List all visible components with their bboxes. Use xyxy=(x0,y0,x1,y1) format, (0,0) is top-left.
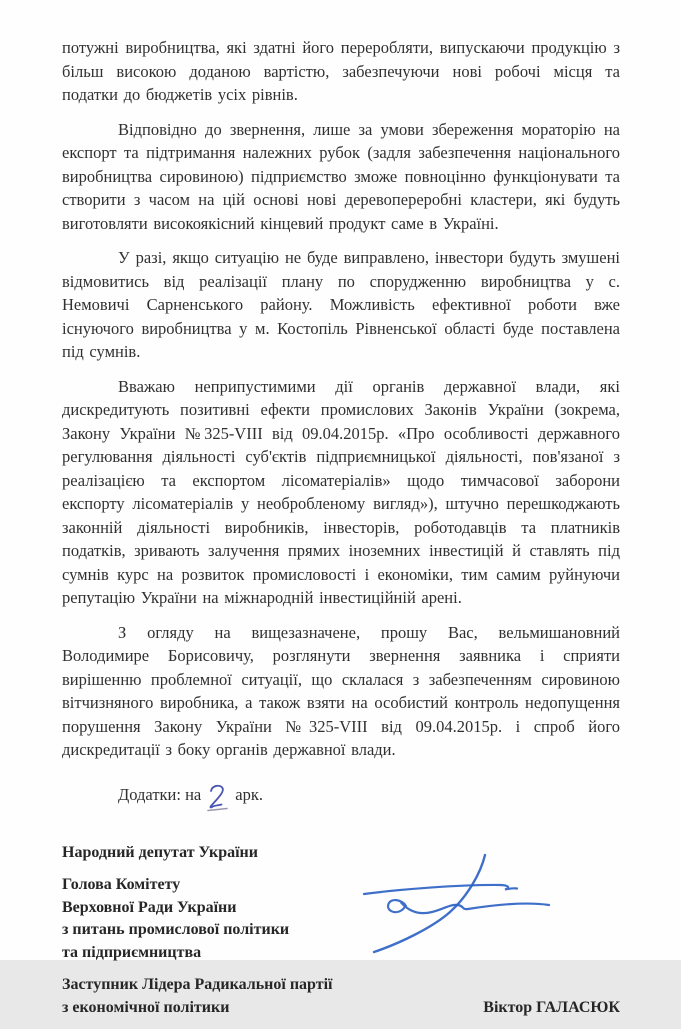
body-paragraph-4: Вважаю неприпустимими дії органів державної влади, які дискредитують позитивні ефекти промислових Законів України (зокрема, Закону України №325-VIII від 09.04.2015р. «Про особливості державного регулювання діяльності суб'єктів підприємницької діяльності, пов'язаної з реалізацією та експортом лісоматеріалів» щодо тимчасової заборони експорту лісоматеріалів у необробленому вигляд»), штучно перешкоджають законній діяльності виробників, інвесторів, роботодавців та платників податків, зривають залучення прямих іноземних інвестицій й ставлять під сумнів курс на розвиток промисловості і економіки, тим самим руйнуючи репутацію України на міжнародній інвестиційній арені. xyxy=(62,376,620,607)
attachments-line xyxy=(118,778,620,812)
letter-body xyxy=(62,36,620,1029)
attachments-prefix: Додатки: на xyxy=(118,784,202,804)
body-paragraph-1: потужні виробництва, які здатні його переробляти, випускаючи продукцію з більш високою доданою вартістю, забезпечуючи нові робочі місця та податки до бюджетів усіх рівнів. xyxy=(62,38,620,104)
signer-role-line: Голова Комітету xyxy=(62,876,181,893)
signer-role-group-3 xyxy=(62,974,620,1019)
signer-role-line: Народний депутат України xyxy=(62,843,258,861)
signer-role-line: з економічної політики xyxy=(62,998,230,1016)
body-paragraph-2: Відповідно до звернення, лише за умови збереження мораторію на експорт та підтримання належних рубок (задля забезпечення національного виробництва сировиною) підприємство зможе повноцінно функціонувати та створити з часом на цій основі нові деревопереробні кластери, які будуть виготовляти високоякісний кінцевий продукт саме в Україні. xyxy=(62,119,620,233)
handwritten-page-count xyxy=(204,782,232,814)
body-paragraph-3: У разі, якщо ситуацію не буде виправлено, інвестори будуть змушені відмовитись від реалізації плану по спорудженню виробництва у с. Немовичі Сарненського району. Можливість ефективної роботи вже існуючого виробництва у м. Костопіль Рівненської області буде поставлена під сумнів. xyxy=(62,248,620,361)
signer-name: Віктор ГАЛАСЮК xyxy=(483,998,620,1016)
signer-role-line: та підприємництва xyxy=(62,943,202,961)
signer-role-line: Верховної Ради України xyxy=(62,898,237,916)
body-paragraph-5: З огляду на вищезазначене, прошу Вас, вельмишановний Володимире Борисовичу, розглянути звернення заявника і сприяти вирішенню проблемної ситуації, що склалася з забезпеченням сировиною вітчизняного виробника, а також взяти на особистий контроль недопущення порушення Закону України №325-VIII від 09.04.2015р. і спроб його дискредитації з боку органів державної влади. xyxy=(62,622,620,759)
signer-role-line: Заступник Лідера Радикальної партії xyxy=(62,976,333,993)
signature-block xyxy=(62,842,620,1020)
signer-role-line: з питань промислової політики xyxy=(62,921,290,938)
signer-role-group-1 xyxy=(62,842,620,865)
attachments-suffix: арк. xyxy=(235,784,263,804)
signer-role-group-2 xyxy=(62,874,620,964)
